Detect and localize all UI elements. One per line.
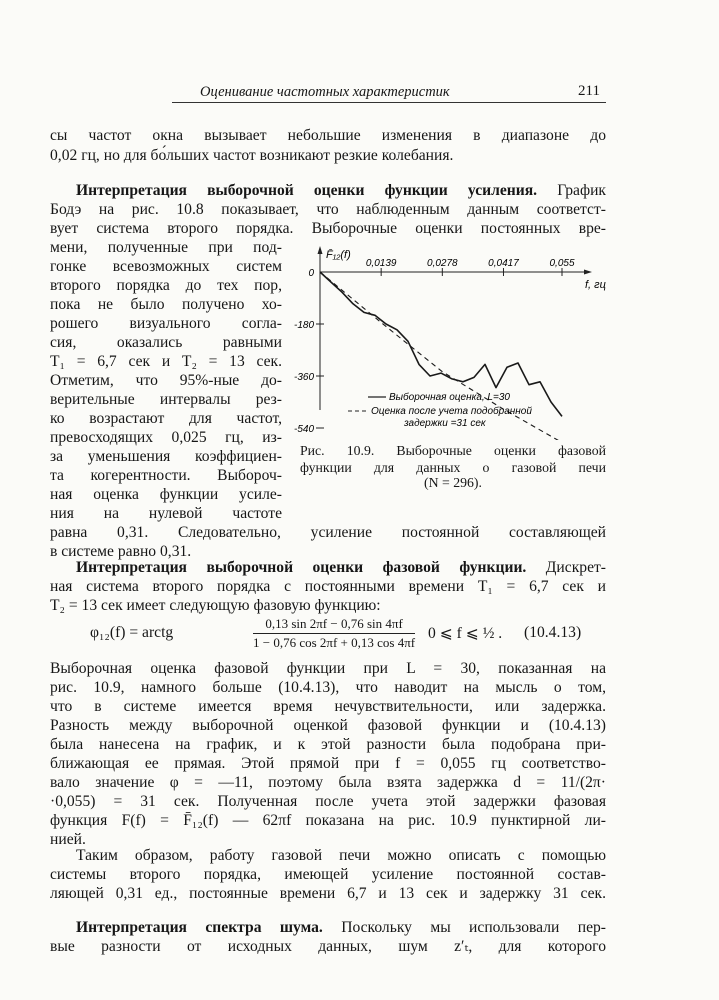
text-line-top-1: сы частот окна вызывает небольшие изменения в диапазоне до xyxy=(50,127,606,144)
section2-line-2: T₂ = 13 сек имеет следующую фазовую функцию: xyxy=(50,597,381,614)
x-tick-label: 0,055 xyxy=(549,258,575,269)
left-col-line: пока не было получено хо- xyxy=(50,296,282,313)
section3-heading: Интерпретация спектра шума. xyxy=(76,919,323,936)
left-col-line: сия, оказались равными xyxy=(50,334,282,351)
left-col-line: верительные интервалы рез- xyxy=(50,391,282,408)
running-head: Оценивание частотных характеристик xyxy=(200,84,450,100)
left-col-line: за уменьшения коэффициен- xyxy=(50,448,282,465)
y-tick-label: -180 xyxy=(293,320,314,332)
header-rule xyxy=(172,102,606,103)
section1-heading: Интерпретация выборочной оценки функции усиления. xyxy=(76,182,538,199)
formula-fraction xyxy=(253,616,415,651)
left-col-line: второго порядка до тех пор, xyxy=(50,277,282,294)
section2-body-line: что в системе имеется время нечувствительности, или задержка. xyxy=(50,698,606,715)
x-tick-label: 0,0417 xyxy=(488,258,519,269)
y-tick-label: 0 xyxy=(308,268,314,279)
chart-legend xyxy=(348,391,532,429)
section1-full-line-2: в системе равно 0,31. xyxy=(50,543,192,560)
left-col-line: T₁ = 6,7 сек и T₂ = 13 сек. xyxy=(50,353,282,370)
section2-para2-line: ляющей 0,31 ед., постоянные времени 6,7 и 13 сек и задержку 31 сек. xyxy=(50,885,606,902)
section3-first-line xyxy=(76,918,606,937)
section2-body-line: ближающая ее прямая. Этой прямой при f = 0,055 гц соответство- xyxy=(50,755,606,772)
formula-denominator: 1 − 0,76 cos 2πf + 0,13 cos 4πf xyxy=(253,635,416,650)
legend-entry-dashed-1: Оценка после учета подобранной xyxy=(371,406,532,417)
left-col-line: превосходящих 0,025 гц, из- xyxy=(50,429,282,446)
formula-number: (10.4.13) xyxy=(524,624,582,641)
y-axis-arrow xyxy=(318,246,323,254)
formula-lhs: φ₁₂(f) = arctg xyxy=(90,624,174,641)
x-tick-label: 0,0139 xyxy=(365,258,397,269)
x-axis-arrow xyxy=(584,270,592,275)
left-col-line: ная оценка функции усиле- xyxy=(50,486,282,503)
left-col-line: ко возрастают для частот, xyxy=(50,410,282,427)
section2-body-line: рис. 10.9, намного больше (10.4.13), что наводит на мысль о том, xyxy=(50,679,606,696)
x-axis-label: f, гц xyxy=(585,279,606,291)
figure-caption-line-1: Рис. 10.9. Выборочные оценки фазовой xyxy=(300,443,606,458)
figure-caption-line-2: функции для данных о газовой печи xyxy=(300,460,606,475)
x-tick-label: 0,0278 xyxy=(427,258,458,269)
figure-caption-line-3: (N = 296). xyxy=(424,475,482,490)
section1-full-line-1: равна 0,31. Следовательно, усиление постоянной составляющей xyxy=(50,524,606,541)
left-col-line: Отметим, что 95%-ные до- xyxy=(50,372,282,389)
section1-first-line-rest: График xyxy=(537,182,606,199)
y-tick-label: -360 xyxy=(293,372,314,384)
section2-body-line: Разность между выборочной оценкой фазовой функции и (10.4.13) xyxy=(50,717,606,734)
section2-body-line: была нанесена на график, и к этой разности была подобрана при- xyxy=(50,736,606,753)
section2-body-line: нией. xyxy=(50,831,86,848)
formula-10-4-13 xyxy=(90,616,610,650)
section2-para2-line: Таким образом, работу газовой печи можно описать с помощью xyxy=(76,847,606,864)
legend-entry-solid: Выборочная оценка, L=30 xyxy=(389,392,510,403)
text-line-top-2: 0,02 гц, но для бо́льших частот возникают резкие колебания. xyxy=(50,147,454,164)
section2-body-line: вало значение φ = —11, поэтому была взята задержка d = 11/(2π· xyxy=(50,774,606,791)
section2-first-line xyxy=(76,558,606,577)
y-axis-label: F̄₁₂(f) xyxy=(326,249,351,261)
section2-body-line: Выборочная оценка фазовой функции при L = 30, показанная на xyxy=(50,660,606,677)
section1-first-line xyxy=(76,181,606,200)
section2-body-line: ·0,055) = 31 сек. Полученная после учета этой задержки фазовая xyxy=(50,793,606,810)
page-number: 211 xyxy=(578,83,600,99)
y-tick-label: -540 xyxy=(293,424,314,436)
section2-body-line: функция F(f) = F̄₁₂(f) — 62πf показана на рис. 10.9 пунктирной ли- xyxy=(50,812,606,829)
chart-axes xyxy=(318,246,593,410)
legend-entry-dashed-2: задержки =31 сек xyxy=(404,418,486,429)
left-col-line: гонке всевозможных систем xyxy=(50,258,282,275)
section2-line-1: ная система второго порядка с постоянными времени T₁ = 6,7 сек и xyxy=(50,578,606,595)
formula-condition: 0 ⩽ f ⩽ ½ . xyxy=(428,625,503,642)
section2-heading: Интерпретация выборочной оценки фазовой функции. xyxy=(76,559,527,576)
formula-numerator: 0,13 sin 2πf − 0,76 sin 4πf xyxy=(253,616,415,634)
section2-para2-line: системы второго порядка, имеющей усиление постоянной состав- xyxy=(50,866,606,883)
section2-first-line-rest: Дискрет- xyxy=(526,559,606,576)
section3-last-line: вые разности от исходных данных, шум z′ₜ, для которого xyxy=(50,938,606,955)
section1-line-2: вует система второго порядка. Выборочные оценки постоянных вре- xyxy=(50,220,606,237)
left-col-line: мени, полученные при под- xyxy=(50,239,282,256)
section1-line-1: Бодэ на рис. 10.8 показывает, что наблюденным данным соответст- xyxy=(50,201,606,218)
left-col-line: та когерентности. Выбороч- xyxy=(50,467,282,484)
section3-first-line-rest: Поскольку мы использовали пер- xyxy=(322,919,606,936)
figure-10-9-chart xyxy=(290,240,610,440)
left-col-line: рошего визуального согла- xyxy=(50,315,282,332)
left-col-line: ния на нулевой частоте xyxy=(50,505,282,522)
